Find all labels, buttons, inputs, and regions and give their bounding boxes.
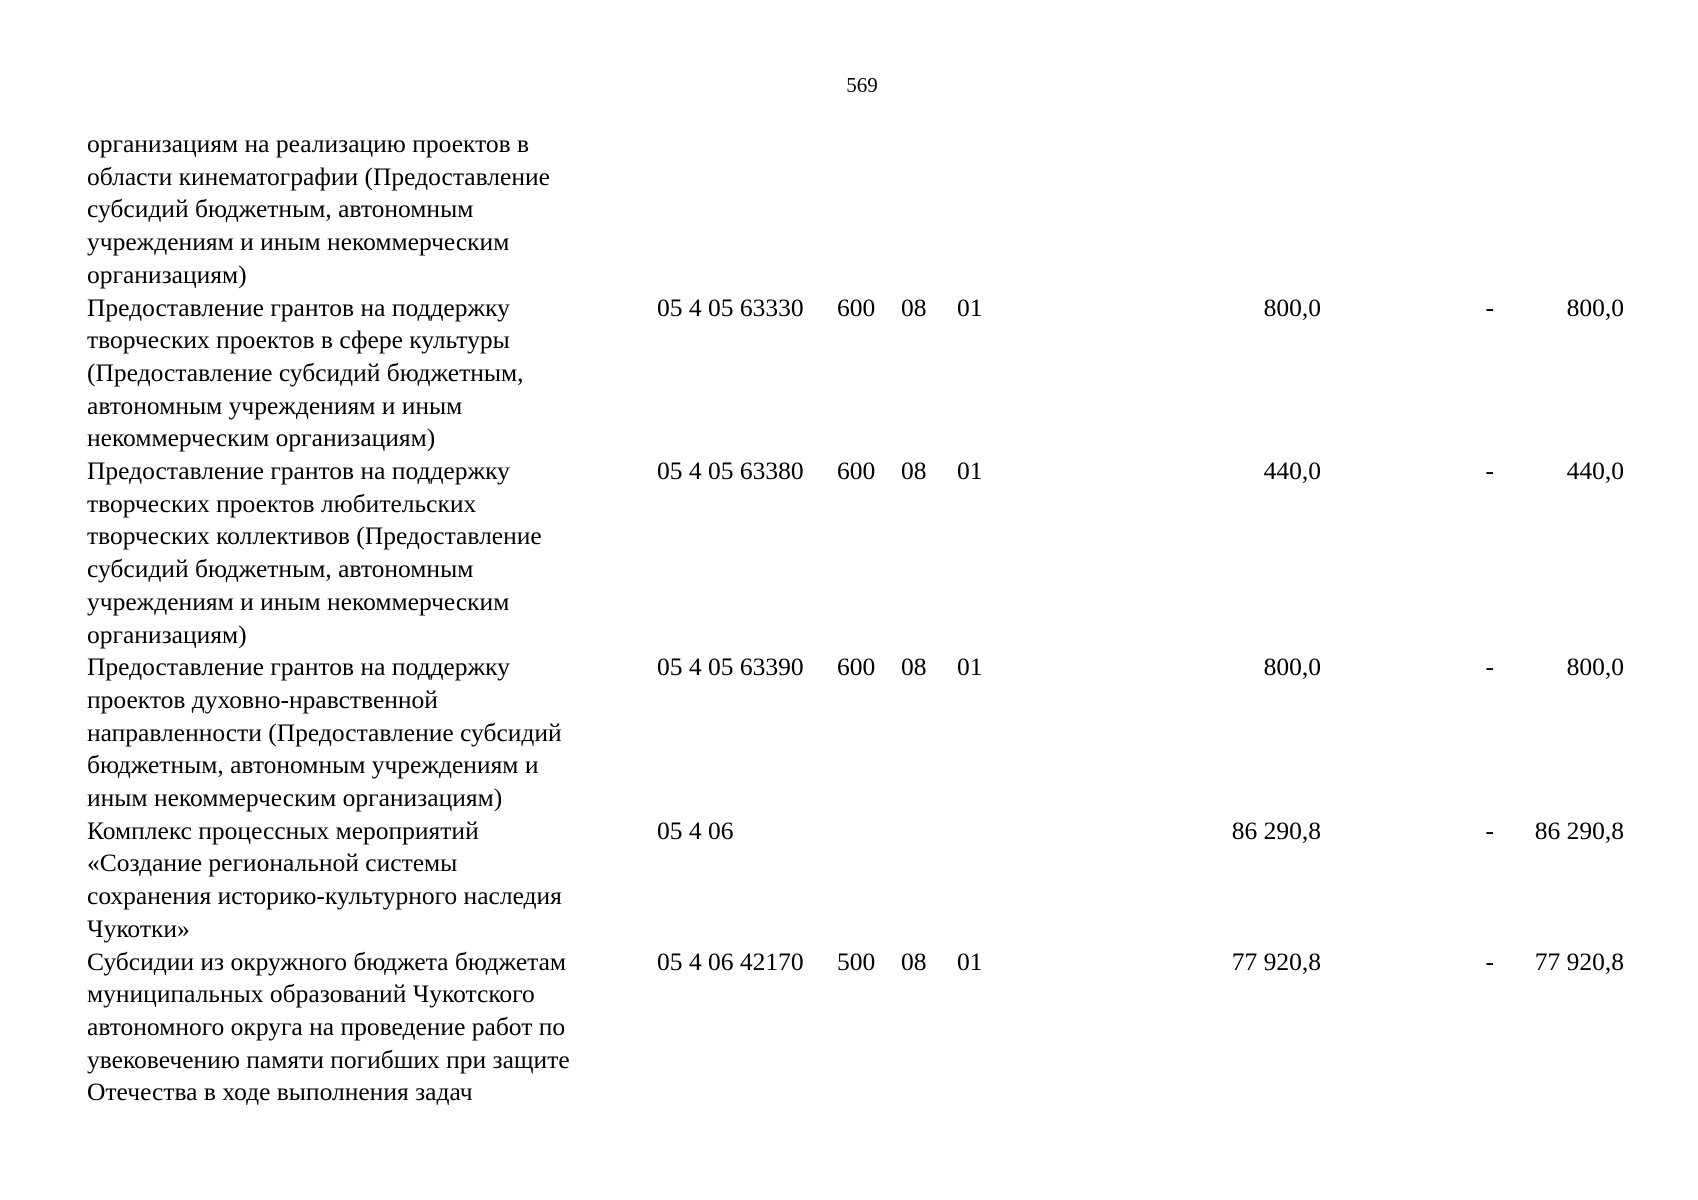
row-name	[87, 651, 657, 815]
expense-type-code: 600	[837, 456, 876, 486]
row-name-line: Предоставление грантов на поддержку	[87, 652, 510, 682]
row-name-line: учреждениям и иным некоммерческим	[87, 586, 510, 616]
row-name-line: Комплекс процессных мероприятий	[87, 815, 479, 845]
amount-approved	[1021, 128, 1321, 292]
row-name-line: творческих коллективов (Предоставление	[87, 521, 542, 551]
row-name-line: Чукотки»	[87, 913, 190, 943]
row-name-line: проектов духовно-нравственной	[87, 684, 438, 714]
amount-approved: 800,0	[1263, 292, 1321, 322]
row-name	[87, 815, 657, 946]
row-name-line: иным некоммерческим организациям)	[87, 783, 503, 813]
row-name-line: автономного округа на проведение работ по	[87, 1011, 566, 1041]
amount-approved: 440,0	[1263, 456, 1321, 486]
table-row	[87, 455, 1624, 651]
row-name-line: увековечению памяти погибших при защите	[87, 1044, 570, 1074]
amount-total: 800,0	[1566, 292, 1624, 322]
row-name-line: сохранения историко-культурного наследия	[87, 881, 562, 911]
amount-change: -	[1485, 946, 1494, 976]
amount-total: 77 920,8	[1534, 946, 1624, 976]
target-article-code: 05 4 05 63380	[657, 456, 804, 486]
amount-total: 86 290,8	[1534, 815, 1624, 845]
section-code: 08	[901, 292, 927, 322]
subsection-code: 01	[957, 652, 983, 682]
amount-change: -	[1485, 815, 1494, 845]
section-code: 08	[901, 652, 927, 682]
expense-type-code: 500	[837, 946, 876, 976]
section-code: 08	[901, 456, 927, 486]
target-article-code: 05 4 05 63390	[657, 652, 804, 682]
target-article-code: 05 4 05 63330	[657, 292, 804, 322]
amount-total: 440,0	[1566, 456, 1624, 486]
page-number: 569	[846, 73, 878, 97]
amount-change	[1321, 128, 1494, 292]
target-article-code: 05 4 06	[657, 815, 734, 845]
table-body	[87, 128, 1624, 1109]
row-name-line: творческих проектов любительских	[87, 488, 477, 518]
amount-total	[1494, 128, 1624, 292]
row-name-line: бюджетным, автономным учреждениям и	[87, 750, 539, 780]
row-name-line: направленности (Предоставление субсидий	[87, 717, 562, 747]
expense-type-code: 600	[837, 652, 876, 682]
amount-approved: 86 290,8	[1231, 815, 1321, 845]
row-name-line: «Создание региональной системы	[87, 848, 458, 878]
row-name-line: субсидий бюджетным, автономным	[87, 554, 474, 584]
row-name-line: организациям)	[87, 259, 247, 289]
expense-type-code: 600	[837, 292, 876, 322]
row-name-line: Отечества в ходе выполнения задач	[87, 1077, 473, 1107]
row-name	[87, 946, 657, 1110]
amount-change: -	[1485, 456, 1494, 486]
expense-type-code	[837, 815, 901, 946]
subsection-code: 01	[957, 456, 983, 486]
row-name-line: (Предоставление субсидий бюджетным,	[87, 357, 524, 387]
row-name-line: Предоставление грантов на поддержку	[87, 456, 510, 486]
row-name-line: Предоставление грантов на поддержку	[87, 292, 510, 322]
section-code	[901, 128, 957, 292]
row-name-line: организациям на реализацию проектов в	[87, 129, 530, 158]
table-row	[87, 651, 1624, 815]
amount-change: -	[1485, 292, 1494, 322]
table-row	[87, 946, 1624, 1110]
amount-approved: 77 920,8	[1231, 946, 1321, 976]
row-name-line: учреждениям и иным некоммерческим	[87, 227, 510, 257]
expense-type-code	[837, 128, 901, 292]
row-name	[87, 292, 657, 456]
row-name-line: организациям)	[87, 619, 247, 649]
row-name	[87, 455, 657, 651]
table-row	[87, 815, 1624, 946]
amount-approved: 800,0	[1263, 652, 1321, 682]
table-row	[87, 292, 1624, 456]
row-name	[87, 128, 657, 292]
row-name-line: Субсидии из окружного бюджета бюджетам	[87, 946, 567, 976]
row-name-line: субсидий бюджетным, автономным	[87, 194, 474, 224]
row-name-line: муниципальных образований Чукотского	[87, 979, 535, 1009]
row-name-line: некоммерческим организациям)	[87, 423, 436, 453]
section-code: 08	[901, 946, 927, 976]
section-code	[901, 815, 957, 946]
row-name-line: автономным учреждениям и иным	[87, 390, 463, 420]
subsection-code: 01	[957, 292, 983, 322]
target-article-code: 05 4 06 42170	[657, 946, 804, 976]
row-name-line: творческих проектов в сфере культуры	[87, 325, 510, 355]
budget-table	[87, 128, 1624, 1109]
amount-change: -	[1485, 652, 1494, 682]
subsection-code: 01	[957, 946, 983, 976]
amount-total: 800,0	[1566, 652, 1624, 682]
subsection-code	[957, 128, 1021, 292]
target-article-code	[657, 128, 837, 292]
subsection-code	[957, 815, 1021, 946]
table-row	[87, 128, 1624, 292]
row-name-line: области кинематографии (Предоставление	[87, 161, 550, 191]
